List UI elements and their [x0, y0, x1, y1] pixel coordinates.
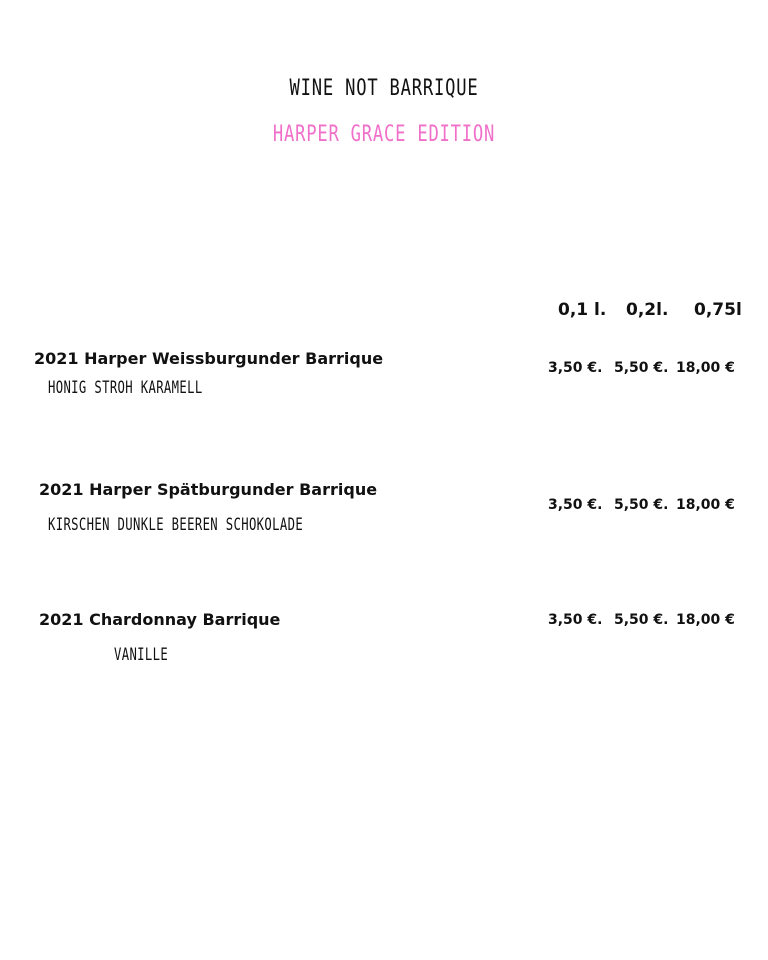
price-0-1: 3,50 €. — [548, 360, 603, 376]
price-0-75: 18,00 € — [676, 360, 735, 376]
price-0-2: 5,50 €. — [614, 360, 669, 376]
price-0-2: 5,50 €. — [614, 497, 669, 513]
size-label-0-1: 0,1 l. — [558, 300, 607, 320]
price-0-1: 3,50 €. — [548, 612, 603, 628]
wine-notes-spaetburgunder: KIRSCHEN DUNKLE BEEREN SCHOKOLADE — [48, 515, 304, 535]
wine-name-chardonnay: 2021 Chardonnay Barrique — [39, 610, 281, 629]
size-label-0-75: 0,75l — [694, 300, 742, 320]
price-0-75: 18,00 € — [676, 612, 735, 628]
price-0-2: 5,50 €. — [614, 612, 669, 628]
size-label-0-2: 0,2l. — [626, 300, 669, 320]
menu-subtitle: HARPER GRACE EDITION — [272, 122, 496, 147]
wine-notes-chardonnay: VANILLE — [114, 645, 169, 665]
wine-notes-weissburgunder: HONIG STROH KARAMELL — [48, 378, 203, 398]
menu-title: WINE NOT BARRIQUE — [289, 76, 479, 101]
price-0-1: 3,50 €. — [548, 497, 603, 513]
price-0-75: 18,00 € — [676, 497, 735, 513]
wine-name-spaetburgunder: 2021 Harper Spätburgunder Barrique — [39, 480, 378, 499]
wine-name-weissburgunder: 2021 Harper Weissburgunder Barrique — [34, 349, 384, 368]
